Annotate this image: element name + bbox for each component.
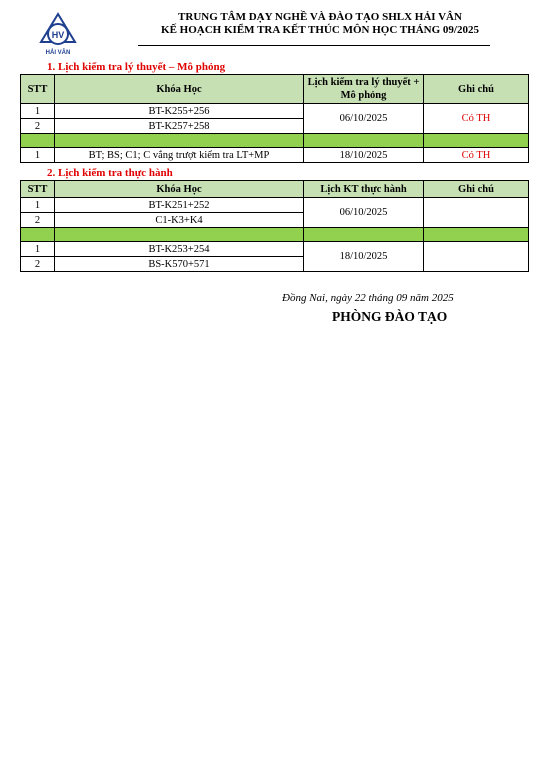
- stt-cell: 1: [21, 242, 55, 257]
- table-row: [21, 242, 529, 257]
- stt-cell: 2: [21, 119, 55, 134]
- group-separator: [21, 134, 529, 148]
- col-note: Ghi chú: [424, 75, 529, 104]
- col-course: Khóa Học: [55, 181, 304, 198]
- col-schedule: Lịch kiểm tra lý thuyết + Mô phỏng: [304, 75, 424, 104]
- hai-van-logo: [38, 12, 78, 58]
- col-course: Khóa Học: [55, 75, 304, 104]
- course-cell: BT; BS; C1; C vắng trượt kiểm tra LT+MP: [55, 148, 304, 163]
- center-name: TRUNG TÂM DẠY NGHỀ VÀ ĐÀO TẠO SHLX HẢI VÂN: [178, 11, 462, 23]
- group-separator: [21, 228, 529, 242]
- course-cell: BT-K251+252: [55, 198, 304, 213]
- col-stt: STT: [21, 181, 55, 198]
- note-cell: [424, 242, 529, 272]
- practice-schedule-table: [20, 180, 529, 272]
- stt-cell: 1: [21, 198, 55, 213]
- header-divider: [138, 45, 490, 46]
- date-cell: 18/10/2025: [304, 148, 424, 163]
- course-cell: BT-K255+256: [55, 104, 304, 119]
- stt-cell: 2: [21, 213, 55, 228]
- place-date: Đồng Nai, ngày 22 tháng 09 năm 2025: [282, 292, 454, 304]
- stt-cell: 1: [21, 148, 55, 163]
- note-cell: [424, 198, 529, 228]
- course-cell: BT-K253+254: [55, 242, 304, 257]
- section2-title: 2. Lịch kiểm tra thực hành: [47, 167, 173, 179]
- course-cell: BS-K570+571: [55, 257, 304, 272]
- col-schedule: Lịch KT thực hành: [304, 181, 424, 198]
- department-signature: PHÒNG ĐÀO TẠO: [332, 309, 448, 324]
- note-cell: Có TH: [424, 104, 529, 134]
- note-cell: Có TH: [424, 148, 529, 163]
- stt-cell: 1: [21, 104, 55, 119]
- col-stt: STT: [21, 75, 55, 104]
- logo-caption: HẢI VÂN: [45, 50, 71, 56]
- date-cell: 18/10/2025: [304, 242, 424, 272]
- table-row: [21, 198, 529, 213]
- stt-cell: 2: [21, 257, 55, 272]
- logo-monogram: HV: [51, 30, 65, 40]
- col-note: Ghi chú: [424, 181, 529, 198]
- course-cell: C1-K3+K4: [55, 213, 304, 228]
- table-row: [21, 104, 529, 119]
- table-row: [21, 148, 529, 163]
- plan-title: KẾ HOẠCH KIỂM TRA KẾT THÚC MÔN HỌC THÁNG 09/2025: [161, 24, 479, 36]
- course-cell: BT-K257+258: [55, 119, 304, 134]
- date-cell: 06/10/2025: [304, 104, 424, 134]
- date-cell: 06/10/2025: [304, 198, 424, 228]
- theory-schedule-table: [20, 74, 529, 163]
- section1-title: 1. Lịch kiểm tra lý thuyết – Mô phỏng: [47, 61, 226, 73]
